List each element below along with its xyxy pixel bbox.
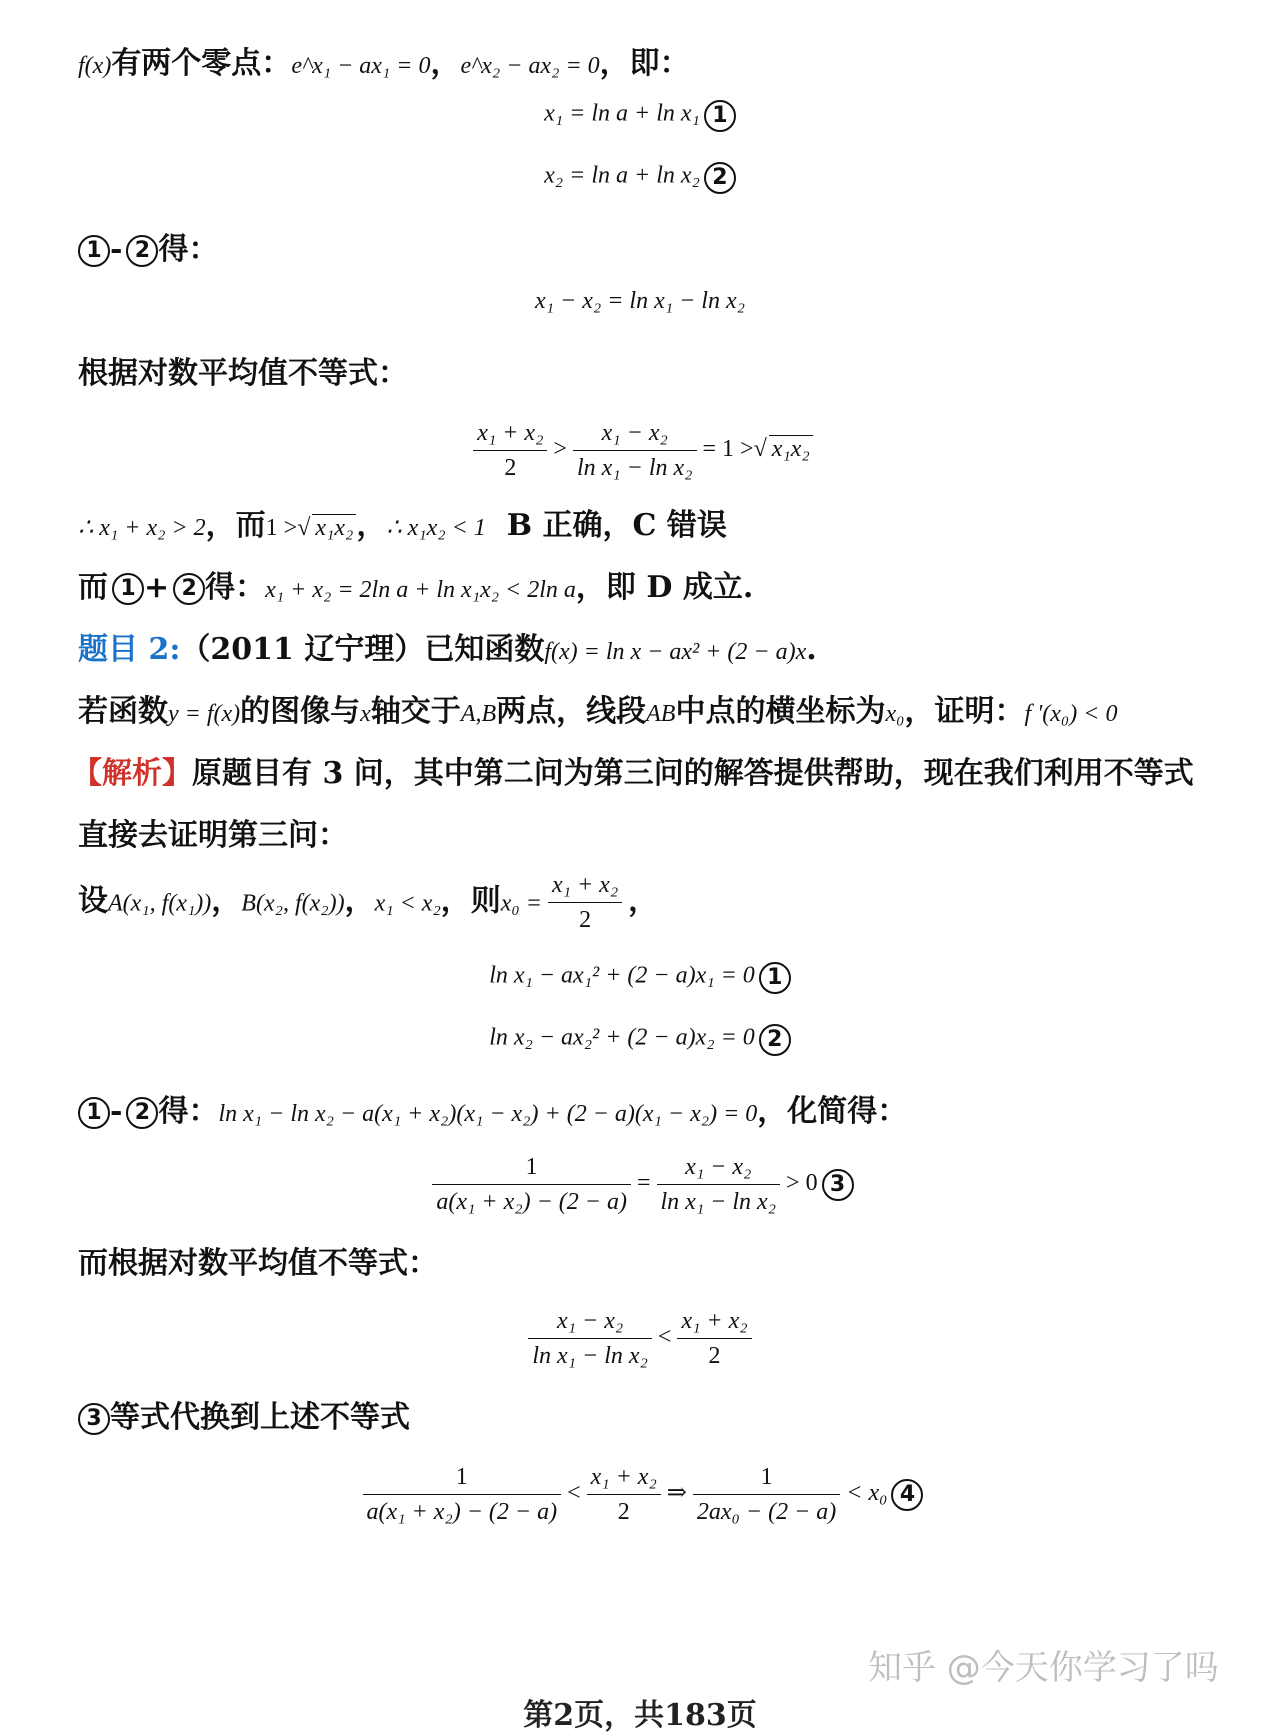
text: ，化简得：	[757, 1094, 908, 1129]
equation-b: e^x₂ − ax₂ = 0	[460, 53, 600, 79]
operator: = 1 >	[702, 436, 754, 463]
math-text: x₁ < x₂	[374, 890, 441, 917]
math-text: 1 >	[265, 515, 298, 541]
substitute-line	[74, 1392, 410, 1436]
radicand: x₁x₂	[769, 435, 813, 463]
text: -	[110, 1094, 123, 1129]
zhihu-watermark: 知乎 @今天你学习了吗	[868, 1648, 1219, 1688]
fraction	[473, 416, 547, 485]
math-text: ∴ x₁ + x₂ > 2	[78, 515, 206, 541]
math-text: f(x) = ln x − ax² + (2 − a)x	[544, 639, 807, 665]
circled-number: 2	[126, 235, 158, 267]
text: 的图像与	[240, 694, 361, 729]
math-text: ln x₁ − ln x₂ − a(x₁ + x₂)(x₁ − x₂) + (2 − a)(x₁ − x₂) = 0	[218, 1101, 758, 1127]
text: 有两个零点：	[111, 46, 292, 81]
numerator: 1	[363, 1460, 562, 1495]
denominator: 2	[579, 907, 592, 933]
denominator: 2	[708, 1343, 721, 1369]
fraction	[573, 416, 697, 485]
math-text: x₀ =	[500, 890, 542, 917]
page-footer: 第2页，共183页	[523, 1698, 757, 1733]
math-text: y = f(x)	[168, 701, 241, 727]
inequality-9	[0, 1460, 1280, 1529]
denominator: ln x₁ − ln x₂	[660, 1189, 777, 1215]
circled-number: 2	[704, 162, 736, 194]
text: ，	[430, 46, 461, 81]
text: 中点的横坐标为	[675, 694, 886, 729]
circled-number: 1	[112, 573, 144, 605]
denominator: ln x₁ − ln x₂	[576, 455, 693, 481]
text: ，	[628, 883, 659, 919]
conclusion-d-line	[78, 562, 753, 606]
circled-number: 2	[126, 1097, 158, 1129]
denominator: 2	[504, 455, 517, 481]
text: +	[144, 570, 170, 605]
text: ，	[344, 883, 375, 919]
math-text: x₀	[885, 701, 905, 727]
circled-number: 4	[891, 1479, 923, 1511]
operator: > 0	[786, 1170, 818, 1197]
text: 得：	[158, 232, 219, 267]
problem-statement-line	[78, 686, 1117, 730]
math-text: f '(x₀) < 0	[1024, 701, 1118, 727]
math-text: AB	[646, 701, 676, 727]
text: 得：	[158, 1094, 219, 1129]
operator: <	[567, 1480, 581, 1507]
math-text: A(x₁, f(x₁))	[108, 890, 212, 917]
operator: < x₀	[846, 1480, 888, 1507]
equation-1	[0, 100, 1280, 132]
equation-6	[0, 1024, 1280, 1056]
conclusion-bc-line	[78, 500, 727, 544]
text: 直接去证明第三问：	[78, 818, 348, 853]
circled-number: 2	[759, 1024, 791, 1056]
denominator: a(x₁ + x₂) − (2 − a)	[366, 1499, 558, 1525]
text: 等式代换到上述不等式	[110, 1400, 410, 1435]
analysis-line	[72, 748, 1194, 792]
math-text: x₁ + x₂ = 2ln a + ln x₁x₂ < 2ln a	[265, 577, 576, 603]
equation-2	[0, 162, 1280, 194]
subtract-line	[74, 224, 218, 268]
inequality-4	[0, 416, 1280, 485]
denominator: 2ax₀ − (2 − a)	[696, 1499, 837, 1525]
text: ，即 D 成立.	[575, 570, 754, 605]
text: -	[110, 232, 123, 267]
subtract-expand-line	[74, 1086, 907, 1130]
math-text: A,B	[460, 701, 497, 727]
numerator: x₁ + x₂	[587, 1460, 661, 1495]
radicand: x₁x₂	[312, 514, 356, 542]
circled-number: 1	[78, 1097, 110, 1129]
text: .	[806, 632, 817, 667]
circled-number: 3	[78, 1403, 110, 1435]
operator: ⇒	[666, 1480, 687, 1507]
equation-text: ln x₂ − ax₂² + (2 − a)x₂ = 0	[489, 1024, 755, 1051]
text: B 正确，C 错误	[506, 508, 727, 543]
equation-3	[0, 288, 1280, 315]
setup-line	[78, 868, 658, 937]
numerator: 1	[432, 1150, 631, 1185]
numerator: x₁ − x₂	[573, 416, 697, 451]
circled-number: 2	[173, 573, 205, 605]
problem-2-line	[78, 624, 817, 668]
fraction	[528, 1304, 652, 1373]
text: 原题目有 3 问，其中第二问为第三问的解答提供帮助，现在我们利用不等式	[192, 756, 1194, 791]
equation-text: x₂ = ln a + ln x₂	[544, 162, 700, 189]
text: ，而	[205, 508, 266, 543]
text: ，	[211, 883, 242, 919]
fraction	[548, 868, 622, 937]
text: 若函数	[78, 694, 168, 729]
circled-number: 1	[78, 235, 110, 267]
text: 根据对数平均值不等式：	[78, 356, 408, 391]
text: 而根据对数平均值不等式：	[78, 1246, 438, 1281]
math-text: ∴ x₁x₂ < 1	[386, 515, 486, 541]
denominator: 2	[617, 1499, 630, 1525]
log-mean-heading-2	[78, 1238, 438, 1282]
fraction	[587, 1460, 661, 1529]
equation-text: ln x₁ − ax₁² + (2 − a)x₁ = 0	[489, 962, 755, 989]
sqrt-sign: √	[753, 436, 767, 463]
log-mean-heading	[78, 348, 408, 392]
sqrt-sign: √	[297, 515, 311, 541]
analysis-line-2	[78, 810, 348, 854]
text: 而	[78, 570, 108, 605]
equation-text: x₁ − x₂ = ln x₁ − ln x₂	[535, 288, 745, 314]
problem-label: 题目 2:	[78, 632, 181, 667]
text: 得：	[205, 570, 266, 605]
circled-number: 3	[822, 1169, 854, 1201]
zero-points-line	[78, 38, 690, 82]
text: （2011 辽宁理）已知函数	[180, 632, 545, 667]
numerator: x₁ − x₂	[528, 1304, 652, 1339]
numerator: 1	[693, 1460, 840, 1495]
math-text: x	[360, 701, 371, 727]
equation-7	[0, 1150, 1280, 1219]
equation-a: e^x₁ − ax₁ = 0	[291, 53, 431, 79]
numerator: x₁ − x₂	[657, 1150, 781, 1185]
denominator: ln x₁ − ln x₂	[532, 1343, 648, 1369]
text: 轴交于	[370, 694, 461, 729]
text: ，则	[440, 883, 501, 919]
text: ，	[356, 508, 387, 543]
analysis-label: 【解析】	[72, 756, 192, 791]
text: 两点，线段	[496, 694, 647, 729]
operator: =	[636, 1170, 651, 1197]
numerator: x₁ + x₂	[473, 416, 547, 451]
inequality-8	[0, 1304, 1280, 1373]
circled-number: 1	[704, 100, 736, 132]
denominator: a(x₁ + x₂) − (2 − a)	[436, 1189, 627, 1215]
equation-text: x₁ = ln a + ln x₁	[544, 100, 700, 127]
circled-number: 1	[759, 962, 791, 994]
operator: >	[553, 436, 567, 463]
fraction	[693, 1460, 840, 1529]
operator: <	[657, 1324, 672, 1351]
function-f: f(x)	[78, 53, 112, 79]
numerator: x₁ + x₂	[548, 868, 622, 903]
equation-5	[0, 962, 1280, 994]
text: ，即：	[599, 46, 690, 81]
fraction	[677, 1304, 751, 1373]
fraction	[657, 1150, 781, 1219]
text: 设	[78, 883, 108, 919]
numerator: x₁ + x₂	[677, 1304, 751, 1339]
text: ，证明：	[904, 694, 1025, 729]
fraction	[432, 1150, 631, 1219]
fraction	[363, 1460, 562, 1529]
math-text: B(x₂, f(x₂))	[241, 890, 345, 917]
